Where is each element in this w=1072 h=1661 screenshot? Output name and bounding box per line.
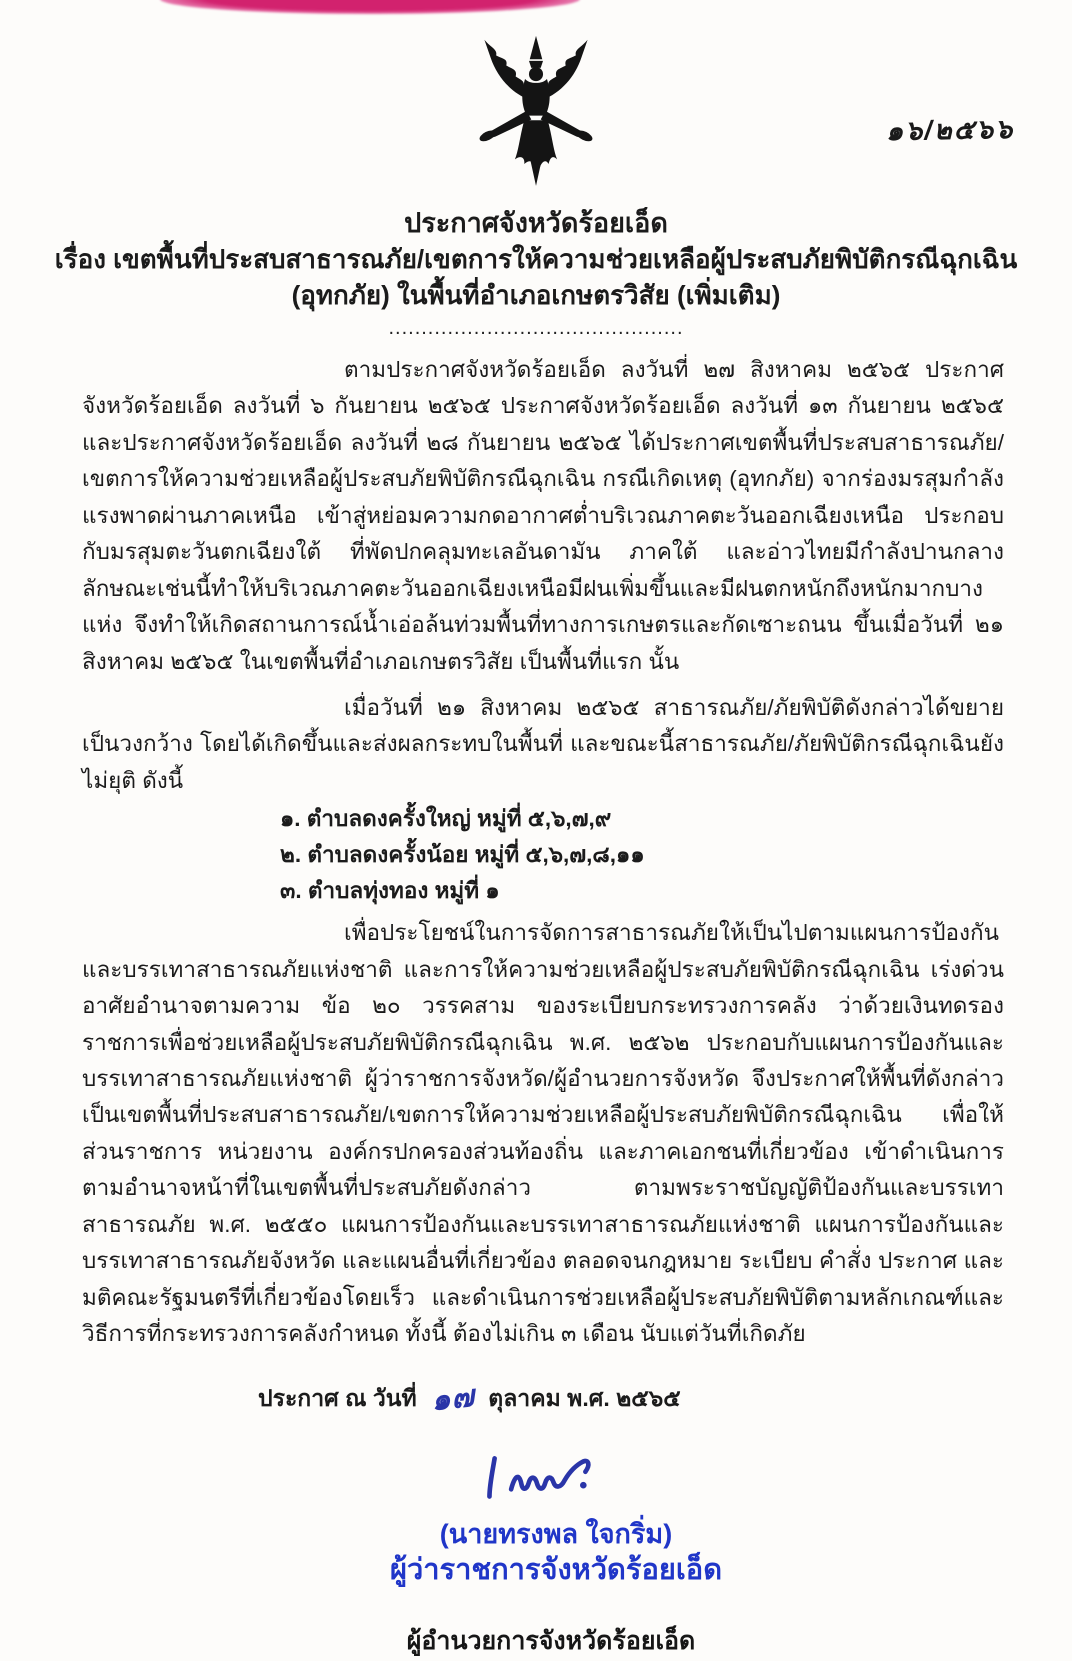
announcement-subject-line2: (อุทกภัย) ในพื้นที่อำเภอเกษตรวิสัย (เพิ่มเติม) [291,280,781,311]
date-prefix: ประกาศ ณ วันที่ [258,1384,417,1411]
announcement-subject-line1: เรื่อง เขตพื้นที่ประสบสาธารณภัย/เขตการให้ความช่วยเหลือผู้ประสบภัยพิบัติกรณีฉุกเฉิน [54,244,1018,275]
signer-position: ผู้ว่าราชการจังหวัดร้อยเอ็ด [389,1553,723,1586]
paragraph-3: เพื่อประโยชน์ในการจัดการสาธารณภัยให้เป็นไปตามแผนการป้องกันและบรรเทาสาธารณภัยแห่งชาติ และการให้ความช่วยเหลือผู้ประสบภัยพิบัติกรณีฉุกเฉิน เร่งด่วน อาศัยอำนาจตามความ ข้อ ๒๐ วรรคสาม ของระเบียบกระทรวงการคลัง ว่าด้วยเงินทดรองราชการเพื่อช่วยเหลือผู้ประสบภัยพิบัติกรณีฉุกเฉิน พ.ศ. ๒๕๖๒ ประกอบกับแผนการป้องกันและบรรเทาสาธารณภัยแห่งชาติ ผู้ว่าราชการจังหวัด/ผู้อำนวยการจังหวัด จึงประกาศให้พื้นที่ดังกล่าว เป็นเขตพื้นที่ประสบสาธารณภัย/เขตการให้ความช่วยเหลือผู้ประสบภัยพิบัติกรณีฉุกเฉิน เพื่อให้ส่วนราชการ หน่วยงาน องค์กรปกครองส่วนท้องถิ่น และภาคเอกชนที่เกี่ยวข้อง เข้าดำเนินการตามอำนาจหน้าที่ในเขตพื้นที่ประสบภัยดังกล่าว ตามพระราชบัญญัติป้องกันและบรรเทาสาธารณภัย พ.ศ. ๒๕๕๐ แผนการป้องกันและบรรเทาสาธารณภัยแห่งชาติ แผนการป้องกันและบรรเทาสาธารณภัยจังหวัด และแผนอื่นที่เกี่ยวข้อง ตลอดจนกฎหมาย ระเบียบ คำสั่ง ประกาศ และมติคณะรัฐมนตรีที่เกี่ยวข้องโดยเร็ว และดำเนินการช่วยเหลือผู้ประสบภัยพิบัติตามหลักเกณฑ์และวิธีการที่กระทรวงการคลังกำหนด ทั้งนี้ ต้องไม่เกิน ๓ เดือน นับแต่วันที่เกิดภัย [82,920,1004,1347]
list-item: ๒. ตำบลดงครั้งน้อย หมู่ที่ ๕,๖,๗,๘,๑๑ [280,842,645,868]
list-item: ๑. ตำบลดงครั้งใหญ่ หมู่ที่ ๕,๖,๗,๙ [280,806,612,832]
director-title: ผู้อำนวยการจังหวัดร้อยเอ็ด [406,1627,696,1656]
emblem-container [0,0,1072,199]
paragraph-1: ตามประกาศจังหวัดร้อยเอ็ด ลงวันที่ ๒๗ สิงหาคม ๒๕๖๕ ประกาศจังหวัดร้อยเอ็ด ลงวันที่ ๖ กันยายน ๒๕๖๕ ประกาศจังหวัดร้อยเอ็ด ลงวันที่ ๑๓ กันยายน ๒๕๖๕ และประกาศจังหวัดร้อยเอ็ด ลงวันที่ ๒๘ กันยายน ๒๕๖๕ ได้ประกาศเขตพื้นที่ประสบสาธารณภัย/เขตการให้ความช่วยเหลือผู้ประสบภัยพิบัติกรณีฉุกเฉิน กรณีเกิดเหตุ (อุทกภัย) จากร่องมรสุมกำลังแรงพาดผ่านภาคเหนือ เข้าสู่หย่อมความกดอากาศต่ำบริเวณภาคตะวันออกเฉียงเหนือ ประกอบกับมรสุมตะวันตกเฉียงใต้ ที่พัดปกคลุมทะเลอันดามัน ภาคใต้ และอ่าวไทยมีกำลังปานกลาง ลักษณะเช่นนี้ทำให้บริเวณภาคตะวันออกเฉียงเหนือมีฝนเพิ่มขึ้นและมีฝนตกหนักถึงหนักมากบางแห่ง จึงทำให้เกิดสถานการณ์น้ำเอ่อล้นท่วมพื้นที่ทางการเกษตรและกัดเซาะถนน ขึ้นเมื่อวันที่ ๒๑ สิงหาคม ๒๕๖๕ ในเขตพื้นที่อำเภอเกษตรวิสัย เป็นพื้นที่แรก นั้น [82,357,1004,674]
affected-area-list [280,801,1004,909]
date-suffix: ตุลาคม พ.ศ. ๒๕๖๕ [488,1384,681,1411]
garuda-emblem-icon [450,181,622,198]
announcement-title: ประกาศจังหวัดร้อยเอ็ด [404,208,668,238]
paragraph-2: เมื่อวันที่ ๒๑ สิงหาคม ๒๕๖๕ สาธารณภัย/ภัยพิบัติดังกล่าวได้ขยายเป็นวงกว้าง โดยได้เกิดขึ้นและส่งผลกระทบในพื้นที่ และขณะนี้สาธารณภัย/ภัยพิบัติกรณีฉุกเฉินยังไม่ยุติ ดังนี้ [82,694,1004,793]
dotted-divider: ............................................. [388,317,684,339]
document-body [82,352,1004,1353]
signer-name: (นายทรงพล ใจกริ่ม) [439,1518,673,1549]
title-block [0,205,1072,314]
promulgation-date-line [258,1373,1072,1420]
handwritten-signature-icon [474,1497,639,1514]
list-item: ๓. ตำบลทุ่งทอง หมู่ที่ ๑ [280,878,500,904]
handwritten-doc-number: ๑๖/๒๕๖๖ [885,113,1015,147]
signature-block [40,1448,1072,1590]
handwritten-day-number: ๑๗ [429,1379,477,1417]
